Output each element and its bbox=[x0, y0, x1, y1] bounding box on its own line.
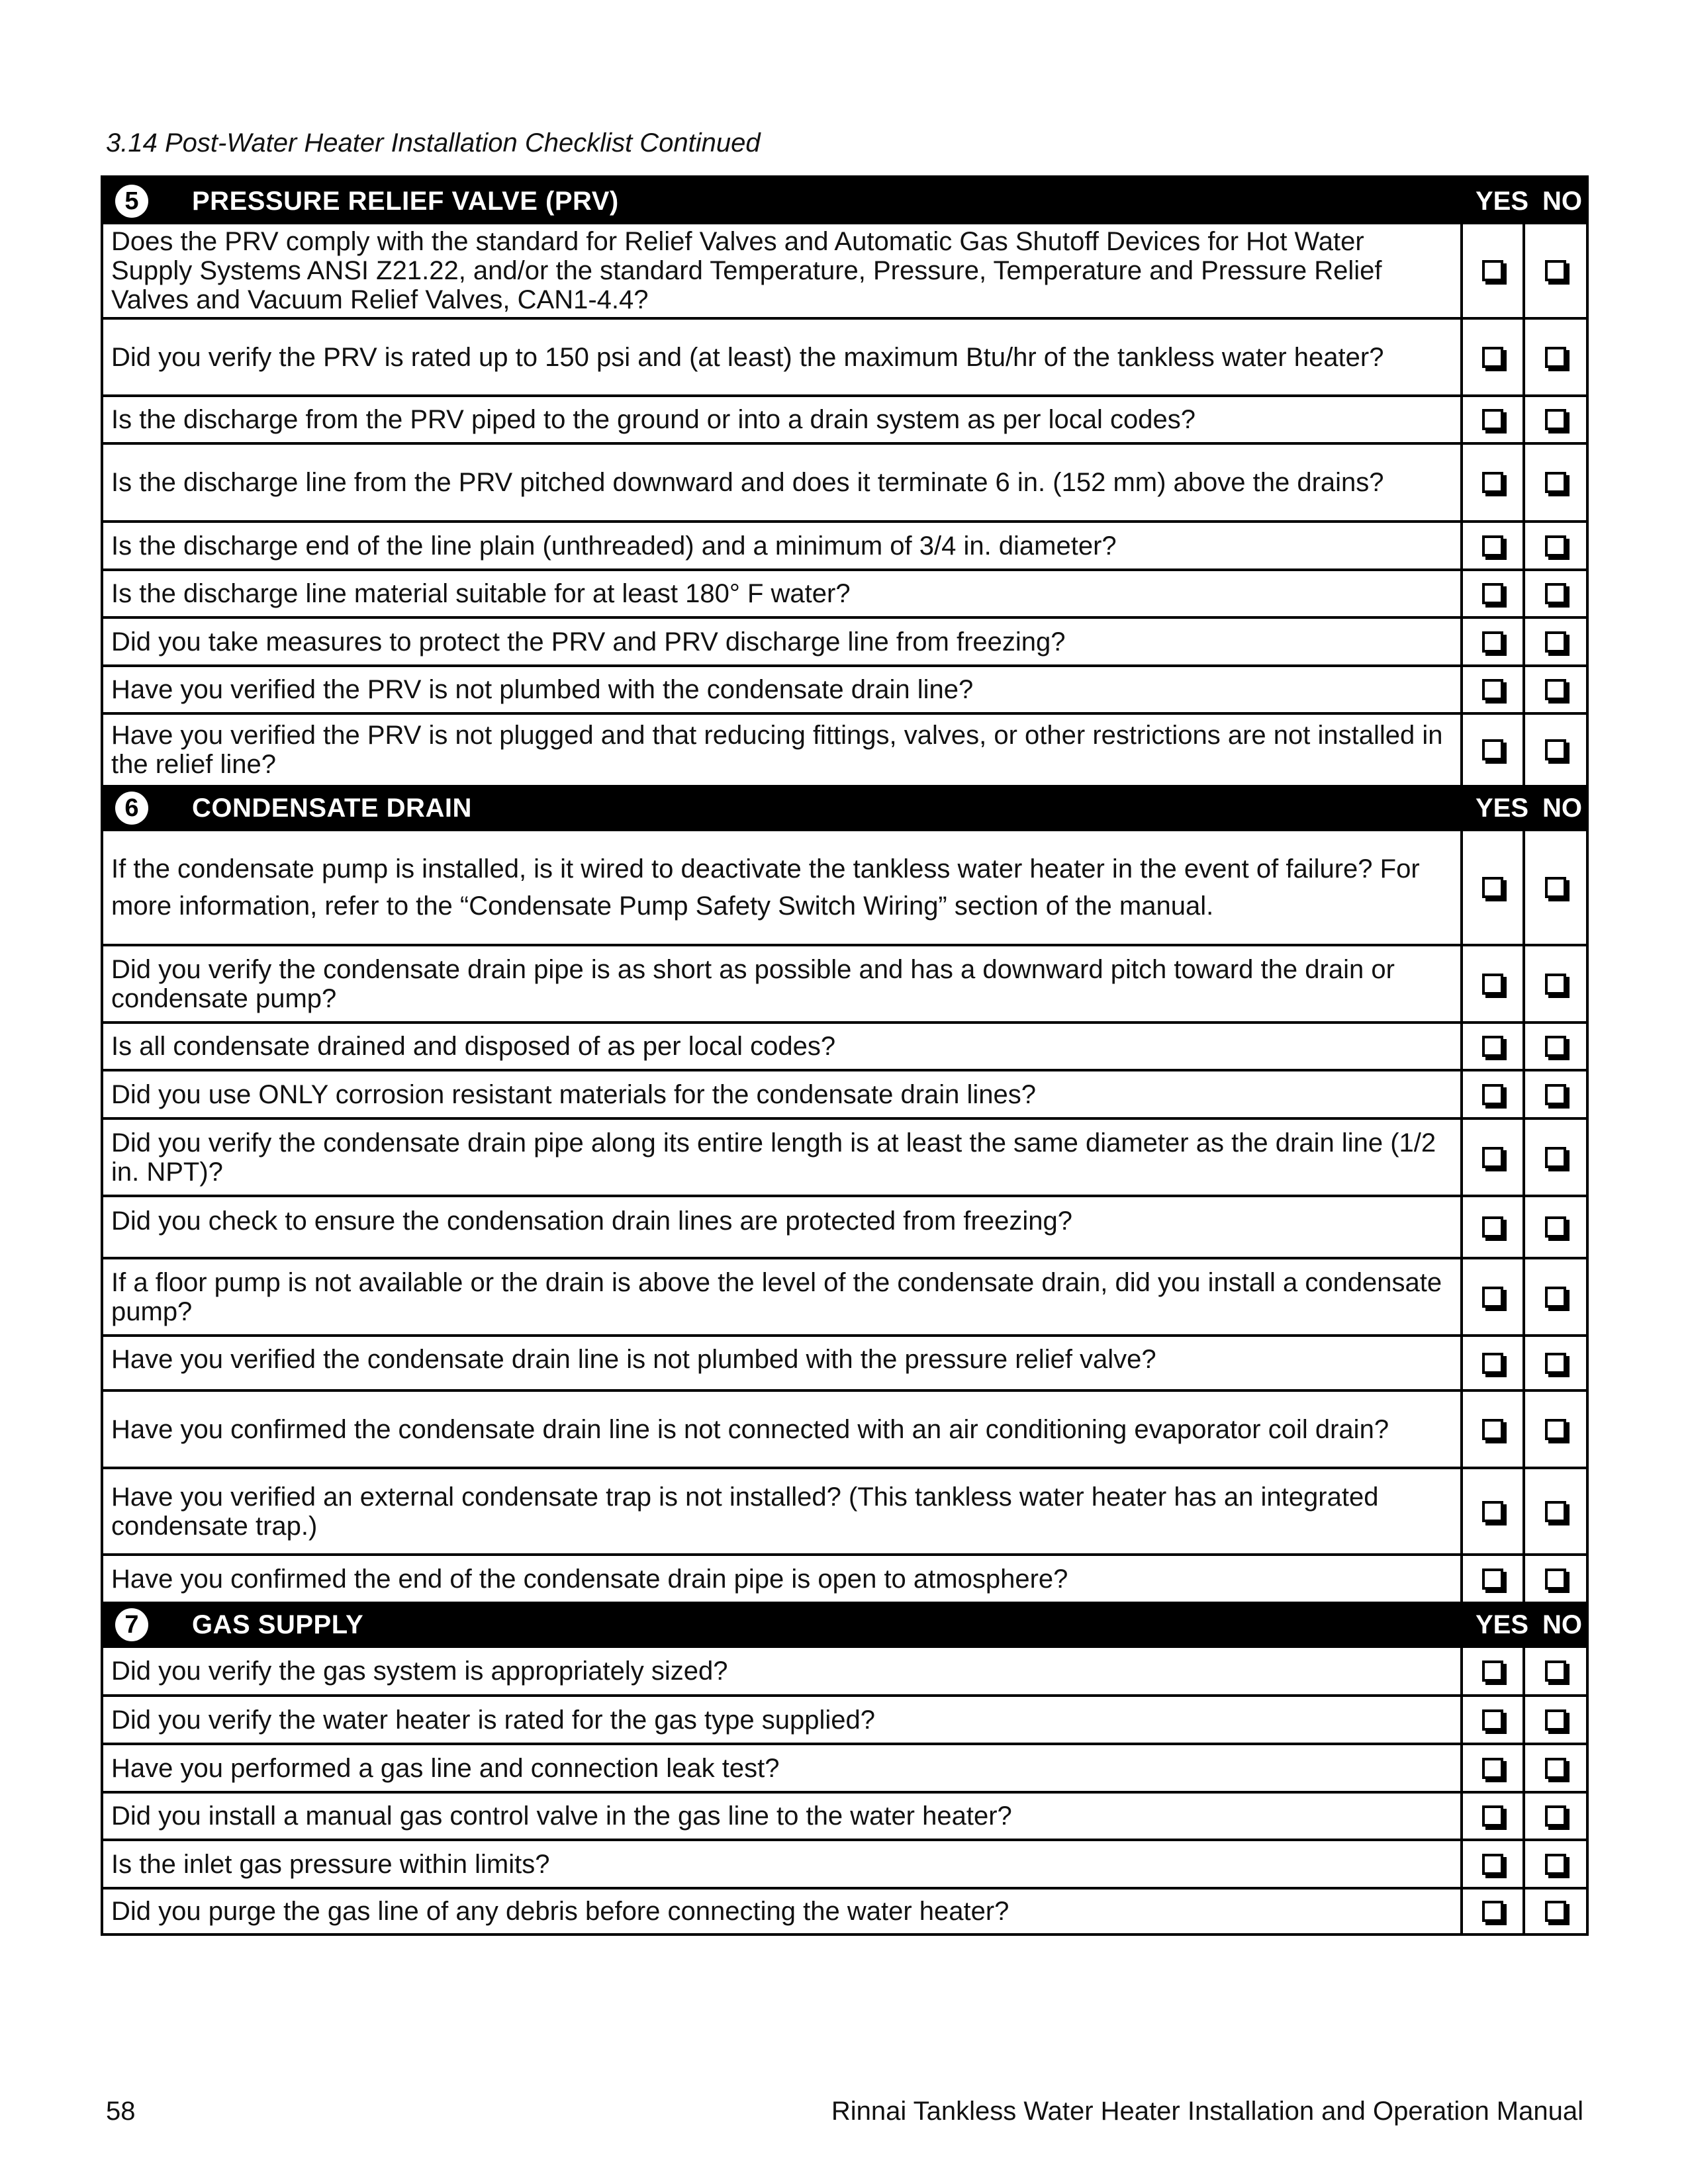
checklist-row bbox=[103, 712, 1586, 785]
checklist-row bbox=[103, 1334, 1586, 1389]
no-checkbox[interactable] bbox=[1545, 1661, 1566, 1682]
question-text: Is all condensate drained and disposed of as per local codes? bbox=[111, 1032, 836, 1061]
no-checkbox[interactable] bbox=[1545, 1419, 1566, 1440]
yes-checkbox[interactable] bbox=[1482, 1854, 1503, 1875]
footer-manual-title: Rinnai Tankless Water Heater Installation and Operation Manual bbox=[831, 2097, 1583, 2126]
yes-column-header: YES bbox=[1475, 1610, 1529, 1639]
no-column-header: NO bbox=[1542, 793, 1582, 823]
no-cell bbox=[1523, 1697, 1586, 1743]
no-cell bbox=[1523, 320, 1586, 394]
checklist-row bbox=[103, 1839, 1586, 1887]
no-checkbox[interactable] bbox=[1545, 1501, 1566, 1522]
no-cell bbox=[1523, 523, 1586, 569]
question-text: If the condensate pump is installed, is it wired to deactivate the tankless water heater in the event of failure? For more information, refer to the “Condensate Pump Safety Switch Wiring” section of the manual. bbox=[111, 854, 1420, 921]
no-checkbox[interactable] bbox=[1545, 1901, 1566, 1922]
no-checkbox[interactable] bbox=[1545, 679, 1566, 700]
no-checkbox[interactable] bbox=[1545, 1854, 1566, 1875]
checklist-row bbox=[103, 520, 1586, 569]
yes-checkbox[interactable] bbox=[1482, 631, 1503, 653]
yes-checkbox[interactable] bbox=[1482, 347, 1503, 368]
checklist-row bbox=[103, 664, 1586, 712]
no-cell bbox=[1523, 397, 1586, 442]
yes-cell bbox=[1460, 1392, 1523, 1467]
yes-cell bbox=[1460, 667, 1523, 712]
yes-cell bbox=[1460, 946, 1523, 1021]
question-text: Did you check to ensure the condensation drain lines are protected from freezing? bbox=[111, 1206, 1072, 1236]
question-text: Did you verify the gas system is appropriately sized? bbox=[111, 1657, 728, 1686]
no-cell bbox=[1523, 1841, 1586, 1887]
no-checkbox[interactable] bbox=[1545, 260, 1566, 281]
footer-page-number: 58 bbox=[106, 2097, 136, 2126]
no-cell bbox=[1523, 1889, 1586, 1933]
question-text: Did you install a manual gas control valve in the gas line to the water heater? bbox=[111, 1801, 1012, 1831]
question-text: Have you confirmed the condensate drain line is not connected with an air conditioning evaporator coil drain? bbox=[111, 1414, 1389, 1444]
yes-checkbox[interactable] bbox=[1482, 1353, 1503, 1374]
question-text: Did you use ONLY corrosion resistant materials for the condensate drain lines? bbox=[111, 1079, 1037, 1109]
no-cell bbox=[1523, 224, 1586, 317]
no-cell bbox=[1523, 445, 1586, 520]
yes-checkbox[interactable] bbox=[1482, 1758, 1503, 1779]
yes-cell bbox=[1460, 397, 1523, 442]
checklist-row bbox=[103, 1887, 1586, 1933]
yes-cell bbox=[1460, 1071, 1523, 1117]
no-checkbox[interactable] bbox=[1545, 1084, 1566, 1105]
yes-checkbox[interactable] bbox=[1482, 877, 1503, 898]
no-cell bbox=[1523, 1259, 1586, 1334]
yes-checkbox[interactable] bbox=[1482, 1287, 1503, 1308]
checklist-row bbox=[103, 1257, 1586, 1334]
yes-cell bbox=[1460, 320, 1523, 394]
no-checkbox[interactable] bbox=[1545, 974, 1566, 995]
section-number-badge: 6 bbox=[115, 792, 148, 825]
no-checkbox[interactable] bbox=[1545, 1353, 1566, 1374]
checklist-table bbox=[101, 175, 1589, 1936]
no-cell bbox=[1523, 1794, 1586, 1839]
no-checkbox[interactable] bbox=[1545, 1036, 1566, 1057]
no-checkbox[interactable] bbox=[1545, 739, 1566, 760]
question-text: Did you verify the condensate drain pipe along its entire length is at least the same diameter as the drain line (1/2 in. NPT)? bbox=[111, 1128, 1436, 1187]
checklist-row bbox=[103, 1389, 1586, 1467]
yes-cell bbox=[1460, 571, 1523, 616]
no-cell bbox=[1523, 1648, 1586, 1694]
checklist-row bbox=[103, 944, 1586, 1021]
section-number-badge: 5 bbox=[115, 185, 148, 218]
checklist-row bbox=[103, 1195, 1586, 1257]
no-checkbox[interactable] bbox=[1545, 583, 1566, 604]
no-cell bbox=[1523, 1392, 1586, 1467]
no-cell bbox=[1523, 946, 1586, 1021]
checklist-row bbox=[103, 1743, 1586, 1791]
page-heading: 3.14 Post-Water Heater Installation Checklist Continued bbox=[106, 128, 761, 158]
section-header-prv bbox=[103, 178, 1586, 224]
question-text: Is the discharge from the PRV piped to the ground or into a drain system as per local codes? bbox=[111, 405, 1196, 434]
yes-checkbox[interactable] bbox=[1482, 1901, 1503, 1922]
yes-cell bbox=[1460, 1841, 1523, 1887]
yes-checkbox[interactable] bbox=[1482, 260, 1503, 281]
yes-cell bbox=[1460, 523, 1523, 569]
no-checkbox[interactable] bbox=[1545, 1287, 1566, 1308]
yes-checkbox[interactable] bbox=[1482, 535, 1503, 557]
yes-checkbox[interactable] bbox=[1482, 1569, 1503, 1590]
yes-cell bbox=[1460, 1259, 1523, 1334]
yes-cell bbox=[1460, 445, 1523, 520]
yes-cell bbox=[1460, 619, 1523, 664]
no-checkbox[interactable] bbox=[1545, 1216, 1566, 1238]
checklist-row bbox=[103, 569, 1586, 616]
yes-cell bbox=[1460, 831, 1523, 944]
yes-checkbox[interactable] bbox=[1482, 1805, 1503, 1827]
question-text: Did you verify the water heater is rated for the gas type supplied? bbox=[111, 1705, 875, 1735]
no-cell bbox=[1523, 1197, 1586, 1257]
checklist-row bbox=[103, 394, 1586, 442]
question-text: Have you verified the PRV is not plumbed with the condensate drain line? bbox=[111, 675, 974, 704]
yes-cell bbox=[1460, 1648, 1523, 1694]
no-cell bbox=[1523, 667, 1586, 712]
yes-cell bbox=[1460, 1889, 1523, 1933]
question-text: Does the PRV comply with the standard for Relief Valves and Automatic Gas Shutoff Devices for Hot Water Supply Systems ANSI Z21.22, and/or the standard Temperature, Pressure, Temperature and Pressure Relief Valves and Vacuum Relief Valves, CAN1-4.4? bbox=[111, 227, 1382, 314]
yes-cell bbox=[1460, 1556, 1523, 1602]
checklist-row bbox=[103, 442, 1586, 520]
yes-cell bbox=[1460, 1745, 1523, 1791]
checklist-row bbox=[103, 1694, 1586, 1743]
section-title: CONDENSATE DRAIN bbox=[192, 793, 472, 823]
no-cell bbox=[1523, 715, 1586, 785]
question-text: Have you verified the condensate drain line is not plumbed with the pressure relief valve? bbox=[111, 1345, 1156, 1374]
section-header-condensate-drain bbox=[103, 785, 1586, 831]
yes-checkbox[interactable] bbox=[1482, 739, 1503, 760]
checklist-row bbox=[103, 1553, 1586, 1602]
no-cell bbox=[1523, 1469, 1586, 1553]
checklist-row bbox=[103, 1117, 1586, 1195]
section-header-gas-supply bbox=[103, 1602, 1586, 1648]
no-checkbox[interactable] bbox=[1545, 1569, 1566, 1590]
no-cell bbox=[1523, 1556, 1586, 1602]
no-checkbox[interactable] bbox=[1545, 1709, 1566, 1731]
yes-column-header: YES bbox=[1475, 186, 1529, 216]
yes-checkbox[interactable] bbox=[1482, 472, 1503, 493]
no-cell bbox=[1523, 1745, 1586, 1791]
checklist-row bbox=[103, 1648, 1586, 1694]
yes-checkbox[interactable] bbox=[1482, 1661, 1503, 1682]
no-cell bbox=[1523, 1120, 1586, 1195]
question-text: Is the discharge line material suitable for at least 180° F water? bbox=[111, 579, 851, 608]
yes-checkbox[interactable] bbox=[1482, 1147, 1503, 1168]
yes-cell bbox=[1460, 1337, 1523, 1389]
no-checkbox[interactable] bbox=[1545, 535, 1566, 557]
no-cell bbox=[1523, 1024, 1586, 1069]
no-checkbox[interactable] bbox=[1545, 1805, 1566, 1827]
no-cell bbox=[1523, 1071, 1586, 1117]
checklist-row bbox=[103, 1791, 1586, 1839]
no-cell bbox=[1523, 1337, 1586, 1389]
checklist-row bbox=[103, 1021, 1586, 1069]
yes-checkbox[interactable] bbox=[1482, 1036, 1503, 1057]
no-checkbox[interactable] bbox=[1545, 409, 1566, 430]
no-column-header: NO bbox=[1542, 186, 1582, 216]
yes-cell bbox=[1460, 1024, 1523, 1069]
yes-cell bbox=[1460, 224, 1523, 317]
yes-column-header: YES bbox=[1475, 793, 1529, 823]
yes-cell bbox=[1460, 1197, 1523, 1257]
yes-checkbox[interactable] bbox=[1482, 1501, 1503, 1522]
question-text: Did you purge the gas line of any debris before connecting the water heater? bbox=[111, 1897, 1009, 1926]
yes-checkbox[interactable] bbox=[1482, 583, 1503, 604]
no-cell bbox=[1523, 571, 1586, 616]
yes-checkbox[interactable] bbox=[1482, 974, 1503, 995]
no-cell bbox=[1523, 831, 1586, 944]
yes-cell bbox=[1460, 1697, 1523, 1743]
question-text: Did you take measures to protect the PRV and PRV discharge line from freezing? bbox=[111, 627, 1066, 657]
yes-cell bbox=[1460, 1120, 1523, 1195]
question-text: Have you verified an external condensate trap is not installed? (This tankless water heater has an integrated condensate trap.) bbox=[111, 1482, 1379, 1541]
question-text: Did you verify the condensate drain pipe is as short as possible and has a downward pitch toward the drain or condensate pump? bbox=[111, 954, 1395, 1013]
section-title: GAS SUPPLY bbox=[192, 1610, 364, 1639]
no-checkbox[interactable] bbox=[1545, 877, 1566, 898]
no-checkbox[interactable] bbox=[1545, 472, 1566, 493]
question-text: Have you verified the PRV is not plugged and that reducing fittings, valves, or other restrictions are not installed in the relief line? bbox=[111, 721, 1443, 779]
yes-cell bbox=[1460, 1469, 1523, 1553]
yes-checkbox[interactable] bbox=[1482, 1419, 1503, 1440]
question-text: Have you confirmed the end of the condensate drain pipe is open to atmosphere? bbox=[111, 1564, 1068, 1594]
yes-checkbox[interactable] bbox=[1482, 409, 1503, 430]
question-text: Have you performed a gas line and connection leak test? bbox=[111, 1753, 780, 1783]
no-checkbox[interactable] bbox=[1545, 1758, 1566, 1779]
yes-cell bbox=[1460, 715, 1523, 785]
question-text: Is the discharge end of the line plain (unthreaded) and a minimum of 3/4 in. diameter? bbox=[111, 531, 1117, 561]
yes-checkbox[interactable] bbox=[1482, 1216, 1503, 1238]
checklist-row bbox=[103, 831, 1586, 944]
question-text: If a floor pump is not available or the drain is above the level of the condensate drain, did you install a condensate pump? bbox=[111, 1267, 1442, 1326]
yes-checkbox[interactable] bbox=[1482, 1709, 1503, 1731]
question-text: Did you verify the PRV is rated up to 150 psi and (at least) the maximum Btu/hr of the tankless water heater? bbox=[111, 342, 1384, 372]
yes-cell bbox=[1460, 1794, 1523, 1839]
checklist-row bbox=[103, 1069, 1586, 1117]
question-text: Is the inlet gas pressure within limits? bbox=[111, 1849, 550, 1879]
no-checkbox[interactable] bbox=[1545, 631, 1566, 653]
checklist-row bbox=[103, 224, 1586, 317]
checklist-row bbox=[103, 317, 1586, 394]
no-cell bbox=[1523, 619, 1586, 664]
checklist-row bbox=[103, 1467, 1586, 1553]
section-number-badge: 7 bbox=[115, 1608, 148, 1641]
section-title: PRESSURE RELIEF VALVE (PRV) bbox=[192, 186, 619, 216]
checklist-row bbox=[103, 616, 1586, 664]
no-column-header: NO bbox=[1542, 1610, 1582, 1639]
yes-checkbox[interactable] bbox=[1482, 1084, 1503, 1105]
yes-checkbox[interactable] bbox=[1482, 679, 1503, 700]
no-checkbox[interactable] bbox=[1545, 1147, 1566, 1168]
no-checkbox[interactable] bbox=[1545, 347, 1566, 368]
question-text: Is the discharge line from the PRV pitched downward and does it terminate 6 in. (152 mm) above the drains? bbox=[111, 468, 1384, 497]
